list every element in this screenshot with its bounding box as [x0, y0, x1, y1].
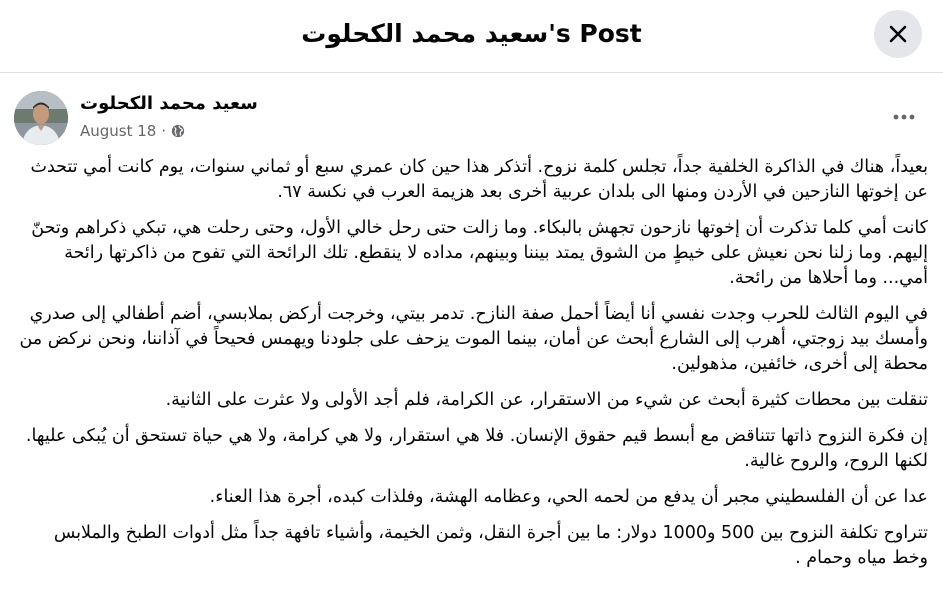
- avatar[interactable]: [14, 91, 68, 145]
- post-meta: [80, 121, 185, 141]
- close-button[interactable]: [874, 10, 922, 58]
- post-paragraph: تتراوح تكلفة النزوح بين 500 و1000 دولار: ما بين أجرة النقل، وثمن الخيمة، وأشياء تافهة جداً مثل أدوات الطبخ والملابس وخط مياه وحمام .: [53, 523, 928, 568]
- post-paragraph: بعيداً، هناك في الذاكرة الخلفية جداً، تجلس كلمة نزوح. أتذكر هذا حين كان عمري سبع أو ثماني سنوات، يوم كانت أمي تتحدث عن إخوتها النازحين في الأردن ومنها الى بلدان عربية أخرى بعد هزيمة العرب في نكسة ٦٧.: [30, 157, 928, 202]
- author-name[interactable]: سعيد محمد الكحلوت: [80, 93, 258, 114]
- post-paragraph: إن فكرة النزوح ذاتها تتناقض مع أبسط قيم حقوق الإنسان. فلا هي استقرار، ولا هي كرامة، ولا هي حياة تستحق أن يُبكى عليها. لكنها الروح، والروح غالية.: [25, 426, 928, 471]
- dialog-title: سعيد محمد الكحلوت's Post: [301, 19, 642, 48]
- more-options-button[interactable]: [884, 99, 924, 135]
- post-paragraph: كانت أمي كلما تذكرت أن إخوتها نازحون تجهش بالبكاء. وما زالت حتى رحل خالي الأول، وحتى رحلت هي، تبكي ذكراهم وتحنّ إليهم. وما زلنا نحن نعيش على خيطٍ من الشوق يمتد بيننا وبينهم، مداده لا ينقطع. تلك الرائحة التي تفوح من ذاكرتها رائحة أمي... وما أحلاها من رائحة.: [31, 218, 928, 288]
- close-icon: [888, 24, 908, 44]
- meta-separator: ·: [161, 122, 167, 140]
- profile-photo: [14, 91, 68, 145]
- post-body: [16, 155, 928, 582]
- post-date[interactable]: August 18: [80, 122, 157, 140]
- dialog-header: [0, 0, 943, 73]
- post-header: [0, 74, 943, 154]
- more-icon: [892, 114, 916, 120]
- post-paragraph: في اليوم الثالث للحرب وجدت نفسي أنا أيضاً أحمل صفة النازح. تدمر بيتي، وخرجت أركض بملابسي، أضم أطفالي إلى صدري وأمسك بيد زوجتي، أهرب إلى الشارع أبحث عن أمان، بينما الموت يزحف على جلودنا ويهمس فحيحاً في آذاننا، ونحن نركض من محطة إلى أخرى، خائفين، مذهولين.: [19, 304, 928, 374]
- post-paragraph: تنقلت بين محطات كثيرة أبحث عن شيء من الاستقرار، عن الكرامة، فلم أجد الأولى ولا عثرت على الثانية.: [165, 390, 928, 410]
- globe-icon[interactable]: [171, 124, 185, 138]
- post-paragraph: عدا عن أن الفلسطيني مجبر أن يدفع من لحمه الحي، وعظامه الهشة، وفلذات كبده، أجرة هذا العناء.: [209, 487, 928, 507]
